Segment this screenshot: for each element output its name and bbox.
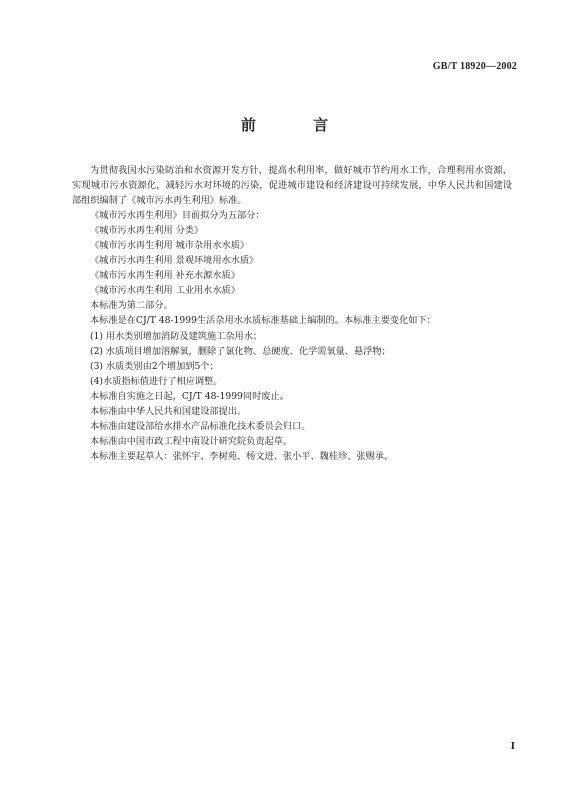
change-item: (3) 水质类别由2个增加到5个； — [90, 360, 219, 372]
change-item: (4)水质指标值进行了相应调整。 — [90, 375, 223, 387]
part-item: 《城市污水再生利用 补充水源水质》 — [90, 270, 240, 282]
part-item: 《城市污水再生利用 分类》 — [90, 225, 204, 237]
part-item: 《城市污水再生利用 城市杂用水水质》 — [90, 240, 250, 252]
page-title: 前 言 — [240, 116, 355, 134]
basis-statement: 本标准是在CJ/T 48-1999生活杂用水水质标准基础上编制的。本标准主要变化如下： — [90, 315, 436, 327]
committee-statement: 本标准由建设部给水排水产品标准化技术委员会归口。 — [90, 420, 311, 432]
parts-intro: 《城市污水再生利用》目前拟分为五部分： — [90, 210, 265, 222]
drafter-organization: 本标准由中国市政工程中南设计研究院负责起草。 — [90, 435, 293, 447]
foreword-body — [72, 163, 512, 464]
proposer-statement: 本标准由中华人民共和国建设部提出。 — [90, 405, 247, 417]
part-statement: 本标准为第二部分。 — [90, 300, 173, 312]
page-number: I — [510, 740, 515, 752]
abolish-statement: 本标准自实施之日起，CJ/T 48-1999同时废止。 — [90, 390, 289, 402]
part-item: 《城市污水再生利用 景观环境用水水质》 — [90, 255, 259, 267]
part-item: 《城市污水再生利用 工业用水水质》 — [90, 285, 240, 297]
drafters-list: 本标准主要起草人：张怀宇、李树苑、杨文进、张小平、魏桂珍、张赐承。 — [90, 450, 394, 462]
change-item: (2) 水质项目增加溶解氧，删除了氯化物、总硬度、化学需氧量、悬浮物； — [90, 345, 391, 357]
standard-code: GB/T 18920—2002 — [432, 61, 517, 72]
change-item: (1) 用水类别增加消防及建筑施工杂用水； — [90, 330, 263, 342]
intro-paragraph: 为贯彻我国水污染防治和水资源开发方针，提高水利用率，做好城市节约用水工作，合理利用水资源，实现城市污水资源化，减轻污水对环境的污染，促进城市建设和经济建设可持续发展，中华人民共和国建设部组织编制了《城市污水再生利用》标准。 — [72, 165, 512, 207]
